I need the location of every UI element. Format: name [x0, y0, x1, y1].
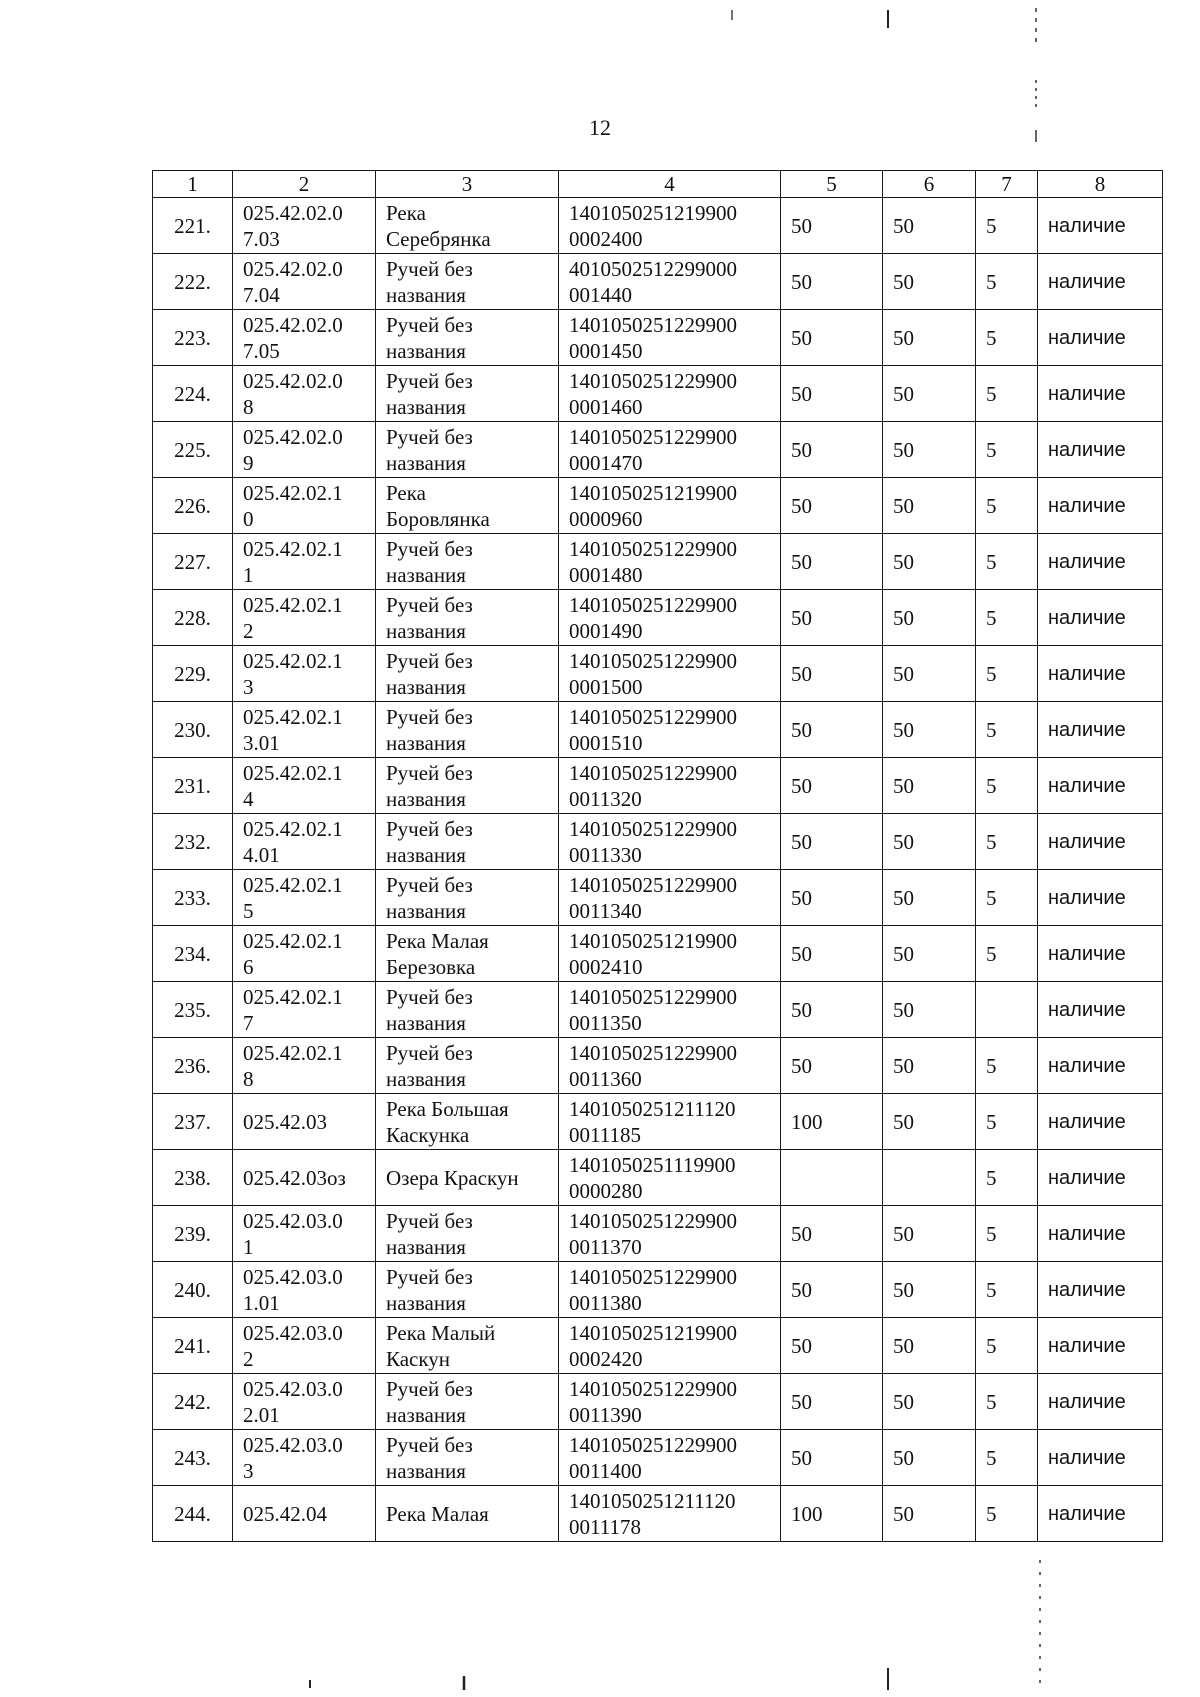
cell-status: наличие: [1038, 982, 1163, 1038]
col-header-6: 6: [883, 171, 976, 198]
cell-water-code: 025.42.02.0 7.03: [233, 198, 376, 254]
cell-value-6: 50: [883, 1206, 976, 1262]
cell-row-number: 236.: [153, 1038, 233, 1094]
cell-status: наличие: [1038, 1038, 1163, 1094]
cell-value-6: 50: [883, 478, 976, 534]
cell-row-number: 244.: [153, 1486, 233, 1542]
table-row: [153, 1094, 1163, 1150]
cell-value-6: 50: [883, 1430, 976, 1486]
cell-water-code: 025.42.03.0 1: [233, 1206, 376, 1262]
cell-registry-id: 1401050251229900 0001470: [559, 422, 781, 478]
cell-registry-id: 1401050251229900 0001480: [559, 534, 781, 590]
cell-row-number: 226.: [153, 478, 233, 534]
cell-water-code: 025.42.03.0 2: [233, 1318, 376, 1374]
cell-water-code: 025.42.02.1 1: [233, 534, 376, 590]
cell-value-6: 50: [883, 1038, 976, 1094]
cell-value-7: 5: [976, 198, 1038, 254]
cell-water-code: 025.42.03.0 1.01: [233, 1262, 376, 1318]
cell-value-6: 50: [883, 198, 976, 254]
cell-value-5: 50: [781, 646, 883, 702]
cell-row-number: 231.: [153, 758, 233, 814]
cell-row-number: 232.: [153, 814, 233, 870]
cell-value-5: 50: [781, 982, 883, 1038]
cell-value-5: 50: [781, 198, 883, 254]
cell-status: наличие: [1038, 1206, 1163, 1262]
cell-row-number: 241.: [153, 1318, 233, 1374]
cell-status: наличие: [1038, 310, 1163, 366]
cell-registry-id: 1401050251229900 0011370: [559, 1206, 781, 1262]
cell-water-code: 025.42.02.1 6: [233, 926, 376, 982]
cell-registry-id: 1401050251229900 0011400: [559, 1430, 781, 1486]
cell-water-body-name: Река Большая Каскунка: [376, 1094, 559, 1150]
cell-value-7: 5: [976, 590, 1038, 646]
cell-value-6: 50: [883, 926, 976, 982]
cell-status: наличие: [1038, 1150, 1163, 1206]
table-row: [153, 1150, 1163, 1206]
cell-registry-id: 1401050251229900 0011390: [559, 1374, 781, 1430]
cell-value-7: 5: [976, 534, 1038, 590]
cell-registry-id: 1401050251229900 0001510: [559, 702, 781, 758]
table-row: [153, 478, 1163, 534]
cell-value-5: 50: [781, 310, 883, 366]
cell-status: наличие: [1038, 926, 1163, 982]
cell-value-5: 50: [781, 422, 883, 478]
cell-row-number: 228.: [153, 590, 233, 646]
cell-water-body-name: Река Малая Березовка: [376, 926, 559, 982]
cell-value-5: 50: [781, 366, 883, 422]
cell-value-7: 5: [976, 702, 1038, 758]
cell-value-6: 50: [883, 590, 976, 646]
cell-status: наличие: [1038, 590, 1163, 646]
cell-registry-id: 1401050251229900 0001460: [559, 366, 781, 422]
cell-water-code: 025.42.02.0 8: [233, 366, 376, 422]
cell-value-6: 50: [883, 366, 976, 422]
cell-water-body-name: Ручей без названия: [376, 366, 559, 422]
cell-registry-id: 1401050251219900 0002420: [559, 1318, 781, 1374]
cell-value-5: 50: [781, 1318, 883, 1374]
cell-row-number: 227.: [153, 534, 233, 590]
cell-value-6: 50: [883, 1374, 976, 1430]
cell-value-5: 50: [781, 926, 883, 982]
cell-value-5: 50: [781, 758, 883, 814]
cell-value-7: 5: [976, 366, 1038, 422]
cell-status: наличие: [1038, 702, 1163, 758]
cell-status: наличие: [1038, 646, 1163, 702]
cell-value-7: 5: [976, 1150, 1038, 1206]
cell-value-6: 50: [883, 1094, 976, 1150]
table-row: [153, 1430, 1163, 1486]
table-row: [153, 422, 1163, 478]
cell-value-7: [976, 982, 1038, 1038]
cell-status: наличие: [1038, 254, 1163, 310]
cell-water-code: 025.42.02.0 7.04: [233, 254, 376, 310]
table-row: [153, 1262, 1163, 1318]
cell-status: наличие: [1038, 1094, 1163, 1150]
cell-registry-id: 1401050251229900 0001500: [559, 646, 781, 702]
table-row: [153, 814, 1163, 870]
cell-water-body-name: Ручей без названия: [376, 1430, 559, 1486]
cell-value-7: 5: [976, 758, 1038, 814]
cell-water-body-name: Ручей без названия: [376, 814, 559, 870]
cell-value-7: 5: [976, 646, 1038, 702]
cell-value-5: 50: [781, 590, 883, 646]
cell-water-body-name: Ручей без названия: [376, 646, 559, 702]
cell-value-5: 50: [781, 1374, 883, 1430]
cell-status: наличие: [1038, 1318, 1163, 1374]
cell-water-body-name: Ручей без названия: [376, 870, 559, 926]
cell-value-7: 5: [976, 1038, 1038, 1094]
cell-row-number: 224.: [153, 366, 233, 422]
cell-status: наличие: [1038, 366, 1163, 422]
cell-registry-id: 1401050251229900 0011380: [559, 1262, 781, 1318]
cell-value-6: 50: [883, 982, 976, 1038]
cell-value-6: [883, 1150, 976, 1206]
cell-row-number: 237.: [153, 1094, 233, 1150]
table-row: [153, 758, 1163, 814]
table-row: [153, 254, 1163, 310]
cell-registry-id: 1401050251119900 0000280: [559, 1150, 781, 1206]
register-table-container: [152, 170, 1162, 1542]
cell-row-number: 242.: [153, 1374, 233, 1430]
cell-water-code: 025.42.02.1 8: [233, 1038, 376, 1094]
cell-status: наличие: [1038, 198, 1163, 254]
cell-water-body-name: Река Боровлянка: [376, 478, 559, 534]
cell-water-body-name: Ручей без названия: [376, 1262, 559, 1318]
cell-value-7: 5: [976, 310, 1038, 366]
cell-water-body-name: Ручей без названия: [376, 1038, 559, 1094]
cell-status: наличие: [1038, 758, 1163, 814]
cell-water-body-name: Ручей без названия: [376, 982, 559, 1038]
cell-registry-id: 1401050251229900 0011350: [559, 982, 781, 1038]
cell-value-5: 50: [781, 478, 883, 534]
cell-water-code: 025.42.03оз: [233, 1150, 376, 1206]
col-header-2: 2: [233, 171, 376, 198]
cell-water-body-name: Ручей без названия: [376, 1206, 559, 1262]
table-row: [153, 1374, 1163, 1430]
col-header-5: 5: [781, 171, 883, 198]
cell-water-body-name: Ручей без названия: [376, 534, 559, 590]
cell-value-5: 50: [781, 1038, 883, 1094]
col-header-7: 7: [976, 171, 1038, 198]
table-row: [153, 198, 1163, 254]
cell-status: наличие: [1038, 1486, 1163, 1542]
cell-water-code: 025.42.02.1 3: [233, 646, 376, 702]
cell-value-6: 50: [883, 254, 976, 310]
cell-status: наличие: [1038, 870, 1163, 926]
cell-value-7: 5: [976, 1486, 1038, 1542]
cell-water-body-name: Ручей без названия: [376, 310, 559, 366]
table-row: [153, 590, 1163, 646]
cell-value-6: 50: [883, 870, 976, 926]
cell-water-code: 025.42.03.0 3: [233, 1430, 376, 1486]
cell-value-7: 5: [976, 422, 1038, 478]
cell-value-6: 50: [883, 1318, 976, 1374]
table-row: [153, 870, 1163, 926]
cell-row-number: 235.: [153, 982, 233, 1038]
cell-value-6: 50: [883, 814, 976, 870]
cell-water-body-name: Река Малая: [376, 1486, 559, 1542]
cell-row-number: 230.: [153, 702, 233, 758]
cell-value-5: 50: [781, 814, 883, 870]
cell-water-code: 025.42.02.0 9: [233, 422, 376, 478]
cell-status: наличие: [1038, 814, 1163, 870]
col-header-4: 4: [559, 171, 781, 198]
table-row: [153, 310, 1163, 366]
register-table: [152, 170, 1163, 1542]
cell-row-number: 225.: [153, 422, 233, 478]
cell-water-body-name: Река Малый Каскун: [376, 1318, 559, 1374]
cell-status: наличие: [1038, 1430, 1163, 1486]
cell-row-number: 223.: [153, 310, 233, 366]
cell-status: наличие: [1038, 422, 1163, 478]
cell-value-6: 50: [883, 1262, 976, 1318]
cell-registry-id: 1401050251229900 0011360: [559, 1038, 781, 1094]
cell-value-7: 5: [976, 254, 1038, 310]
cell-value-7: 5: [976, 870, 1038, 926]
cell-water-code: 025.42.02.1 4.01: [233, 814, 376, 870]
cell-registry-id: 4010502512299000 001440: [559, 254, 781, 310]
cell-water-code: 025.42.02.1 0: [233, 478, 376, 534]
table-row: [153, 1206, 1163, 1262]
cell-status: наличие: [1038, 1262, 1163, 1318]
table-row: [153, 646, 1163, 702]
cell-value-5: 50: [781, 702, 883, 758]
cell-row-number: 229.: [153, 646, 233, 702]
cell-status: наличие: [1038, 534, 1163, 590]
cell-water-code: 025.42.03: [233, 1094, 376, 1150]
table-body: [153, 198, 1163, 1542]
cell-value-6: 50: [883, 702, 976, 758]
cell-value-5: 100: [781, 1094, 883, 1150]
cell-water-body-name: Ручей без названия: [376, 590, 559, 646]
cell-value-5: 50: [781, 1430, 883, 1486]
cell-value-7: 5: [976, 1262, 1038, 1318]
cell-water-code: 025.42.04: [233, 1486, 376, 1542]
cell-value-7: 5: [976, 1430, 1038, 1486]
table-row: [153, 1486, 1163, 1542]
cell-value-6: 50: [883, 534, 976, 590]
cell-status: наличие: [1038, 478, 1163, 534]
cell-row-number: 238.: [153, 1150, 233, 1206]
col-header-3: 3: [376, 171, 559, 198]
cell-status: наличие: [1038, 1374, 1163, 1430]
cell-value-7: 5: [976, 1318, 1038, 1374]
cell-registry-id: 1401050251229900 0001450: [559, 310, 781, 366]
cell-row-number: 221.: [153, 198, 233, 254]
cell-row-number: 243.: [153, 1430, 233, 1486]
table-row: [153, 982, 1163, 1038]
cell-water-code: 025.42.03.0 2.01: [233, 1374, 376, 1430]
cell-registry-id: 1401050251229900 0011340: [559, 870, 781, 926]
cell-value-5: 50: [781, 870, 883, 926]
cell-value-7: 5: [976, 1374, 1038, 1430]
cell-registry-id: 1401050251229900 0011320: [559, 758, 781, 814]
cell-registry-id: 1401050251229900 0001490: [559, 590, 781, 646]
cell-value-5: 50: [781, 534, 883, 590]
cell-water-code: 025.42.02.0 7.05: [233, 310, 376, 366]
cell-value-6: 50: [883, 646, 976, 702]
col-header-8: 8: [1038, 171, 1163, 198]
table-row: [153, 366, 1163, 422]
cell-registry-id: 1401050251219900 0002400: [559, 198, 781, 254]
col-header-1: 1: [153, 171, 233, 198]
cell-row-number: 222.: [153, 254, 233, 310]
cell-value-6: 50: [883, 1486, 976, 1542]
cell-water-code: 025.42.02.1 2: [233, 590, 376, 646]
cell-row-number: 239.: [153, 1206, 233, 1262]
cell-value-7: 5: [976, 1206, 1038, 1262]
cell-water-code: 025.42.02.1 3.01: [233, 702, 376, 758]
cell-row-number: 240.: [153, 1262, 233, 1318]
cell-water-body-name: Ручей без названия: [376, 1374, 559, 1430]
cell-registry-id: 1401050251211120 0011178: [559, 1486, 781, 1542]
table-row: [153, 926, 1163, 982]
cell-value-5: [781, 1150, 883, 1206]
cell-water-body-name: Ручей без названия: [376, 758, 559, 814]
cell-registry-id: 1401050251219900 0002410: [559, 926, 781, 982]
cell-value-6: 50: [883, 310, 976, 366]
cell-water-body-name: Ручей без названия: [376, 254, 559, 310]
header-row: [153, 171, 1163, 198]
cell-registry-id: 1401050251211120 0011185: [559, 1094, 781, 1150]
cell-water-body-name: Ручей без названия: [376, 422, 559, 478]
page-number: 12: [589, 115, 611, 140]
cell-registry-id: 1401050251219900 0000960: [559, 478, 781, 534]
cell-water-code: 025.42.02.1 5: [233, 870, 376, 926]
table-row: [153, 702, 1163, 758]
table-row: [153, 1318, 1163, 1374]
cell-value-7: 5: [976, 1094, 1038, 1150]
cell-value-7: 5: [976, 814, 1038, 870]
cell-water-body-name: Река Серебрянка: [376, 198, 559, 254]
cell-value-6: 50: [883, 422, 976, 478]
cell-water-body-name: Ручей без названия: [376, 702, 559, 758]
cell-row-number: 234.: [153, 926, 233, 982]
cell-value-5: 100: [781, 1486, 883, 1542]
table-row: [153, 1038, 1163, 1094]
cell-value-5: 50: [781, 1262, 883, 1318]
cell-water-code: 025.42.02.1 4: [233, 758, 376, 814]
table-row: [153, 534, 1163, 590]
cell-value-6: 50: [883, 758, 976, 814]
cell-water-code: 025.42.02.1 7: [233, 982, 376, 1038]
cell-value-7: 5: [976, 926, 1038, 982]
cell-row-number: 233.: [153, 870, 233, 926]
cell-value-7: 5: [976, 478, 1038, 534]
cell-value-5: 50: [781, 254, 883, 310]
cell-value-5: 50: [781, 1206, 883, 1262]
cell-water-body-name: Озера Краскун: [376, 1150, 559, 1206]
cell-registry-id: 1401050251229900 0011330: [559, 814, 781, 870]
